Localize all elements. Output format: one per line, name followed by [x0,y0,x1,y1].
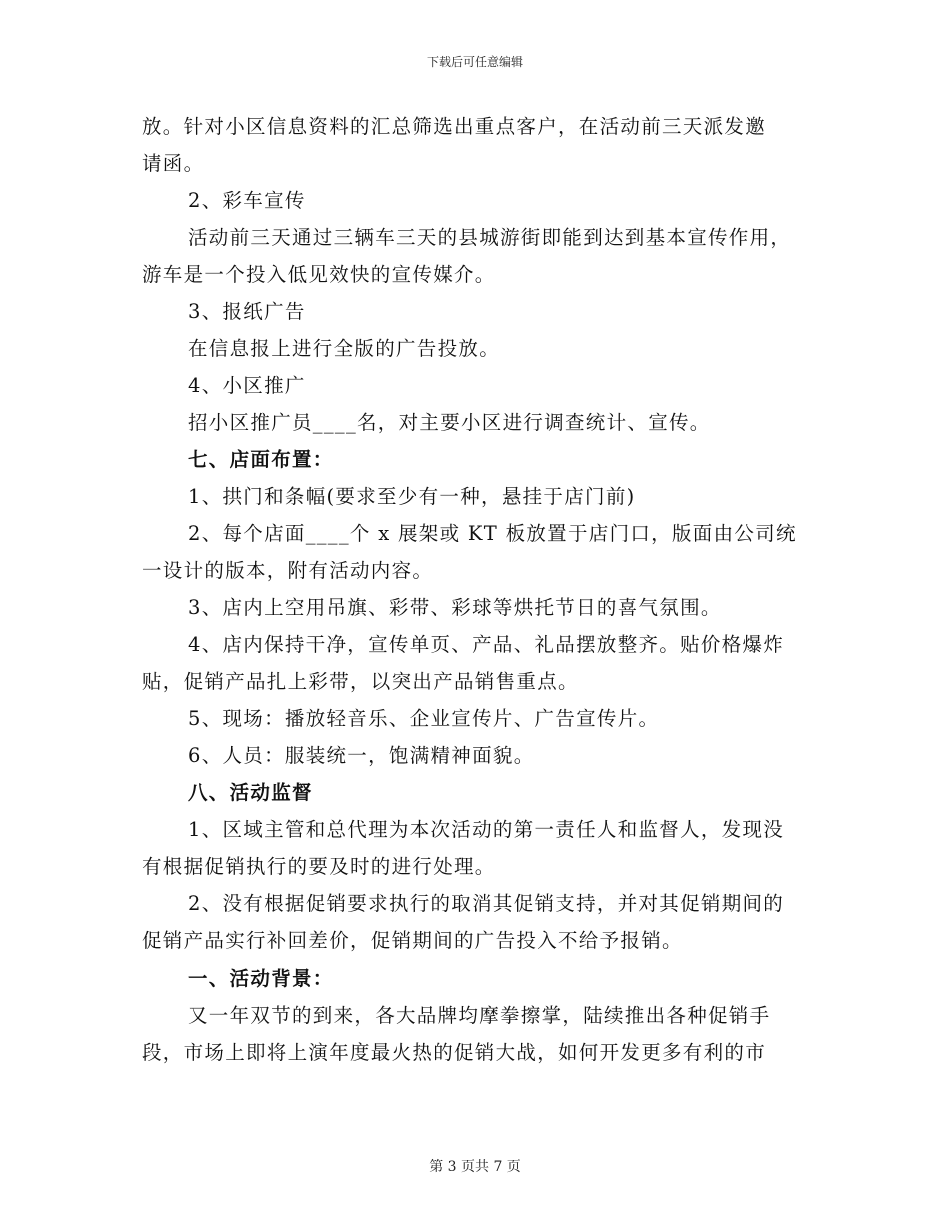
section-heading: 3、报纸广告 [188,300,306,323]
page-footer: 第 3 页共 7 页 [429,1159,521,1175]
list-item: 4、店内保持干净，宣传单页、产品、礼品摆放整齐。贴价格爆炸 [188,633,785,656]
list-item: 2、每个店面____个 x 展架或 KT 板放置于店门口，版面由公司统 [188,522,797,545]
page-header: 下载后可任意编辑 [426,55,523,69]
paragraph-line: 段，市场上即将上演年度最火热的促销大战，如何开发更多有利的市 [142,1041,767,1064]
list-item: 1、区域主管和总代理为本次活动的第一责任人和监督人，发现没 [188,818,785,841]
list-item: 2、没有根据促销要求执行的取消其促销支持，并对其促销期间的 [188,892,785,915]
paragraph-line: 放。针对小区信息资料的汇总筛选出重点客户，在活动前三天派发邀 [142,115,767,138]
section-heading: 2、彩车宣传 [188,189,306,212]
document-body [142,108,810,1071]
paragraph-line: 游车是一个投入低见效快的宣传媒介。 [142,263,496,286]
list-item: 1、拱门和条幅(要求至少有一种，悬挂于店门前) [188,485,636,508]
paragraph-line: 有根据促销执行的要及时的进行处理。 [142,855,496,878]
paragraph-line: 在信息报上进行全版的广告投放。 [188,337,501,360]
paragraph-line: 贴，促销产品扎上彩带，以突出产品销售重点。 [142,670,579,693]
paragraph-line: 促销产品实行补回差价，促销期间的广告投入不给予报销。 [142,929,683,952]
chapter-heading: 八、活动监督 [188,781,313,804]
list-item: 5、现场：播放轻音乐、企业宣传片、广告宣传片。 [188,707,660,730]
paragraph-line: 活动前三天通过三辆车三天的县城游街即能到达到基本宣传作用， [188,226,792,249]
paragraph-line: 请函。 [142,152,205,175]
paragraph-line: 又一年双节的到来，各大品牌均摩拳擦掌，陆续推出各种促销手 [188,1004,771,1027]
chapter-heading: 一、活动背景： [188,967,334,990]
section-heading: 4、小区推广 [188,374,306,397]
list-item: 3、店内上空用吊旗、彩带、彩球等烘托节日的喜气氛围。 [188,596,722,619]
paragraph-line: 一设计的版本，附有活动内容。 [142,559,434,582]
paragraph-line: 招小区推广员____名，对主要小区进行调查统计、宣传。 [188,411,711,434]
chapter-heading: 七、店面布置： [188,448,334,471]
list-item: 6、人员：服装统一，饱满精神面貌。 [188,744,535,767]
